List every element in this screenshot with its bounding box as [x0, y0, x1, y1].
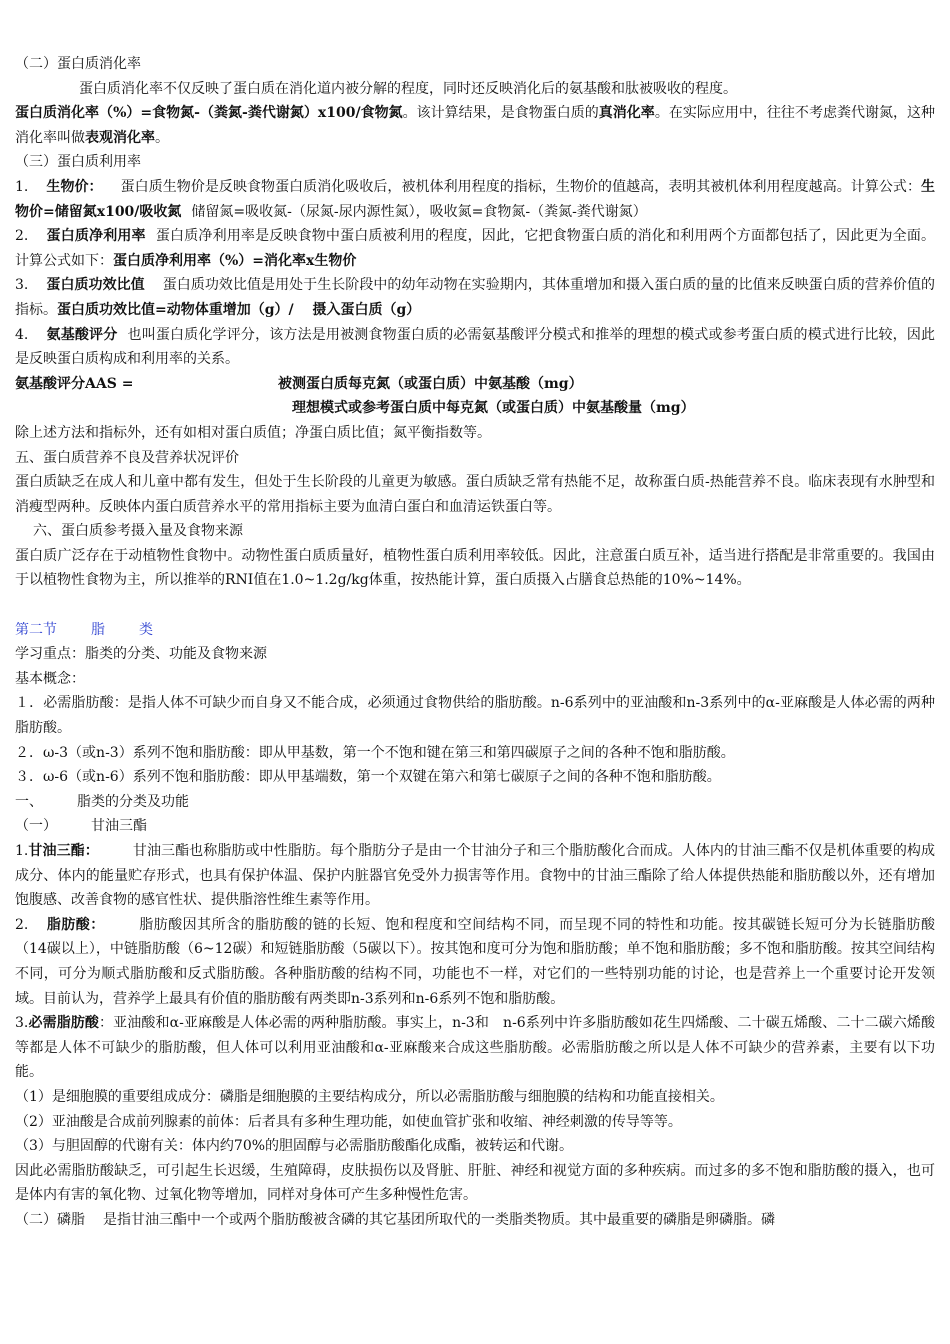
formula-text: 蛋白质净利用率（%）=消化率x生物价 — [113, 252, 357, 269]
section-heading-malnutrition: 五、蛋白质营养不良及营养状况评价 — [15, 449, 239, 466]
paragraph: 蛋白质广泛存在于动植物性食物中。动物性蛋白质质量好，植物性蛋白质利用率较低。因此，注意蛋白质互补，适当进行搭配是非常重要的。我国由于以植物性食物为主，所以推举的RNI值在1.0~1.2g/kg体重，按热能计算，蛋白质摄入占膳食总热能的10%~14%。 — [15, 547, 935, 589]
chapter-heading-lipids: 第二节 脂 类 — [15, 621, 153, 638]
aas-denominator: 理想模式或参考蛋白质中每克氮（或蛋白质）中氨基酸量（mg） — [292, 400, 695, 417]
paragraph: 蛋白质消化率不仅反映了蛋白质在消化道内被分解的程度，同时还反映消化后的氨基酸和肽被吸收的程度。 — [79, 80, 737, 97]
concept-item: １．必需脂肪酸：是指人体不可缺少而自身又不能合成，必须通过食物供给的脂肪酸。n-6系列中的亚油酸和n-3系列中的α-亚麻酸是人体必需的两种脂肪酸。 — [15, 695, 935, 737]
list-item-fatty-acid: 2. 脂肪酸： 脂肪酸因其所含的脂肪酸的链的长短、饱和程度和空间结构不同，而呈现不同的特性和功能。按其碳链长短可分为长链脂肪酸（14碳以上），中链脂肪酸（6~12碳）和短链脂肪酸（5碳以下）。按其饱和度可分为饱和脂肪酸；单不饱和脂肪酸；多不饱和脂肪酸。按其空间结构不同，可分为顺式脂肪酸和反式脂肪酸。各种脂肪酸的结构不同，功能也不一样，对它们的一些特别功能的讨论，也是营养上一个重要讨论开发领域。目前认为，营养学上最具有价值的脂肪酸有两类即n-3系列和n-6系列不饱和脂肪酸。 — [15, 916, 936, 1007]
section-heading-digestibility: （二）蛋白质消化率 — [15, 56, 141, 72]
concept-item: ２．ω-3（或n-3）系列不饱和脂肪酸：即从甲基数，第一个不饱和键在第三和第四碳原子之间的各种不饱和脂肪酸。 — [15, 744, 735, 761]
list-item-amino-acid-score: 4. 氨基酸评分 也叫蛋白质化学评分，该方法是用被测食物蛋白质的必需氨基酸评分模式和推举的理想的模式或参考蛋白质的模式进行比较，因此是反映蛋白质构成和利用率的关系。 — [15, 326, 935, 368]
paragraph: 蛋白质缺乏在成人和儿童中都有发生，但处于生长阶段的儿童更为敏感。蛋白质缺乏常有热能不足，故称蛋白质-热能营养不良。临床表现有水肿型和消瘦型两种。反映体内蛋白质营养水平的常用指标主要为血清白蛋白和血清运铁蛋白等。 — [15, 474, 935, 515]
list-item-essential-fatty-acid: 3.必需脂肪酸：亚油酸和α-亚麻酸是人体必需的两种脂肪酸。事实上，n-3和 n-6系列中许多脂肪酸如花生四烯酸、二十碳五烯酸、二十二碳六烯酸等都是人体不可缺少的脂肪酸，但人体可以利用亚油酸和α-亚麻酸来合成这些脂肪酸。必需脂肪酸之所以是人体不可缺少的营养素，主要有以下功能。 — [15, 1015, 935, 1081]
subsection-heading-triglyceride: （一） 甘油三酯 — [15, 818, 147, 835]
basic-concepts-label: 基本概念： — [15, 670, 85, 687]
section-heading-classification: 一、 脂类的分类及功能 — [15, 793, 189, 810]
list-item-efficiency-ratio: 3. 蛋白质功效比值 蛋白质功效比值是用处于生长阶段中的幼年动物在实验期内，其体重增加和摄入蛋白质的量的比值来反映蛋白质的营养价值的指标。蛋白质功效比值=动物体重增加（g）/ 摄入蛋白质（g） — [15, 277, 936, 318]
list-item-triglyceride: 1.甘油三酯： 甘油三酯也称脂肪或中性脂肪。每个脂肪分子是由一个甘油分子和三个脂肪酸化合而成。人体内的甘油三酯不仅是机体重要的构成成分、体内的能量贮存形式，也具有保护体温、保护内脏器官免受外力损害等作用。食物中的甘油三酯除了给人体提供热能和脂肪酸以外，还有增加饱腹感、改善食物的感官性状、提供脂溶性维生素等作用。 — [15, 843, 936, 909]
aas-formula — [15, 372, 935, 397]
formula-text: 蛋白质功效比值=动物体重增加（g）/ 摄入蛋白质（g） — [57, 301, 421, 318]
paragraph: 因此必需脂肪酸缺乏，可引起生长迟缓，生殖障碍，皮肤损伤以及肾脏、肝脏、神经和视觉方面的多种疾病。而过多的多不饱和脂肪酸的摄入，也可是体内有害的氧化物、过氧化物等增加，同样对身体可产生多种慢性危害。 — [15, 1162, 935, 1204]
subsection-heading-phospholipid: （二）磷脂 是指甘油三酯中一个或两个脂肪酸被含磷的其它基团所取代的一类脂类物质。其中最重要的磷脂是卵磷脂。磷 — [15, 1211, 775, 1228]
function-item: （2）亚油酸是合成前列腺素的前体：后者具有多种生理功能，如使血管扩张和收缩、神经刺激的传导等等。 — [15, 1113, 682, 1130]
function-item: （3）与胆固醇的代谢有关：体内约70%的胆固醇与必需脂肪酸酯化成酯，被转运和代谢。 — [15, 1138, 574, 1155]
function-item: （1）是细胞膜的重要组成成分：磷脂是细胞膜的主要结构成分，所以必需脂肪酸与细胞膜的结构和功能直接相关。 — [15, 1088, 724, 1105]
section-heading-utilization: （三）蛋白质利用率 — [15, 154, 141, 171]
list-item-biological-value: 1. 生物价： 蛋白质生物价是反映食物蛋白质消化吸收后，被机体利用程度的指标，生物价的值越高，表明其被机体利用程度越高。计算公式：生物价=储留氮x100/吸收氮 储留氮=吸收氮-（尿氮-尿内源性氮），吸收氮=食物氮-（粪氮-粪代谢氮） — [15, 178, 936, 220]
section-heading-intake: 六、蛋白质参考摄入量及食物来源 — [33, 523, 243, 540]
formula-text: 生物价=储留氮x100/吸收氮 — [15, 178, 936, 220]
aas-numerator: 被测蛋白质每克氮（或蛋白质）中氨基酸（mg） — [278, 375, 583, 392]
formula-text: 蛋白质消化率（%）=食物氮-（粪氮-粪代谢氮）x100/食物氮 — [15, 105, 403, 122]
document-page — [15, 52, 935, 1233]
list-item-net-utilization: 2. 蛋白质净利用率 蛋白质净利用率是反映食物中蛋白质被利用的程度，因此，它把食物蛋白质的消化和利用两个方面都包括了，因此更为全面。计算公式如下：蛋白质净利用率（%）=消化率x生物价 — [15, 228, 936, 269]
concept-item: ３．ω-6（或n-6）系列不饱和脂肪酸：即从甲基端数，第一个双键在第六和第七碳原子之间的各种不饱和脂肪酸。 — [15, 769, 721, 786]
paragraph-true-digestibility: 蛋白质消化率（%）=食物氮-（粪氮-粪代谢氮）x100/食物氮。该计算结果，是食物蛋白质的真消化率。在实际应用中，往往不考虑粪代谢氮，这种消化率叫做表观消化率。 — [15, 105, 936, 146]
learning-focus: 学习重点：脂类的分类、功能及食物来源 — [15, 646, 267, 663]
aas-label: 氨基酸评分AAS = — [15, 375, 134, 392]
paragraph: 除上述方法和指标外，还有如相对蛋白质值；净蛋白质比值；氮平衡指数等。 — [15, 424, 491, 441]
